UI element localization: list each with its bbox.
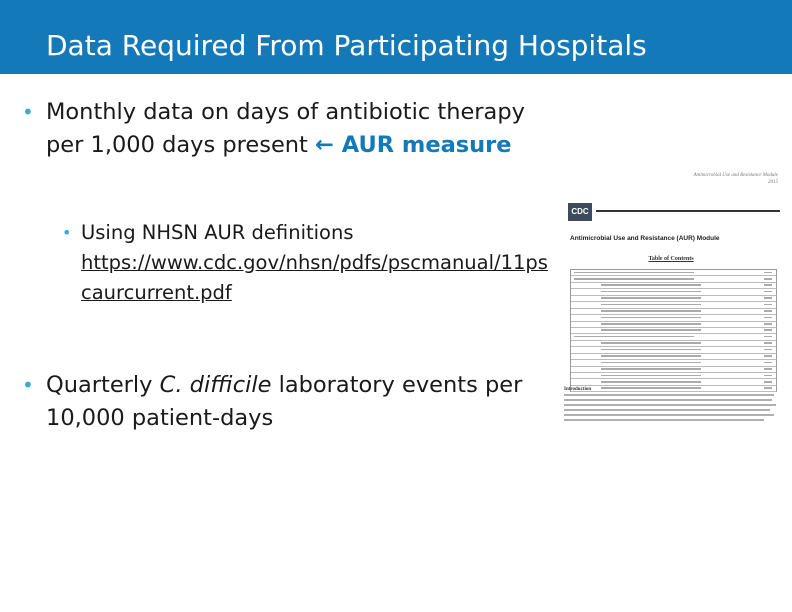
sub-bullet-dot-icon: •: [62, 223, 72, 242]
cdc-logo: CDC: [568, 203, 592, 221]
nhsn-pdf-link[interactable]: https://www.cdc.gov/nhsn/pdfs/pscmanual/11pscaurcurrent.pdf: [81, 251, 548, 304]
doc-module-title: Antimicrobial Use and Resistance (AUR) Module: [570, 235, 720, 242]
doc-text-line: [564, 404, 776, 406]
slide-page-number: 12: [731, 590, 744, 601]
doc-intro-heading: Introduction: [564, 387, 592, 392]
doc-toc-table: [570, 269, 777, 392]
doc-text-line: [564, 414, 774, 416]
bullet-cdiff-events: [22, 369, 556, 435]
bullet-text-prefix: Quarterly: [46, 372, 160, 398]
bullet-dot-icon: •: [22, 100, 34, 124]
bullet-text-suffix: laboratory events per 10,000 patient-days: [46, 372, 523, 431]
doc-text-line: [564, 419, 764, 421]
slide-title: Data Required From Participating Hospitals: [46, 29, 647, 62]
sub-bullet-nhsn: [62, 218, 551, 308]
doc-header-rule: [596, 210, 780, 212]
doc-text-line: [564, 409, 770, 411]
bullet-text: Monthly data on days of antibiotic therapy per 1,000 days present: [46, 99, 525, 158]
aur-module-document-thumbnail: [558, 170, 784, 432]
aur-measure-highlight: ← AUR measure: [315, 132, 512, 158]
doc-text-line: [564, 394, 774, 396]
toc-row: [571, 386, 777, 392]
cdiff-italic: C. difficile: [159, 372, 272, 398]
bullet-antibiotic-days: [22, 96, 556, 162]
doc-running-header: Antimicrobial Use and Resistance Module 2015: [693, 173, 778, 185]
doc-text-line: [564, 399, 772, 401]
bullet-dot-icon: •: [22, 373, 34, 397]
slide-header: [0, 0, 792, 74]
doc-toc-title: Table of Contents: [648, 256, 694, 262]
sub-bullet-text: Using NHSN AUR definitions: [81, 221, 354, 244]
